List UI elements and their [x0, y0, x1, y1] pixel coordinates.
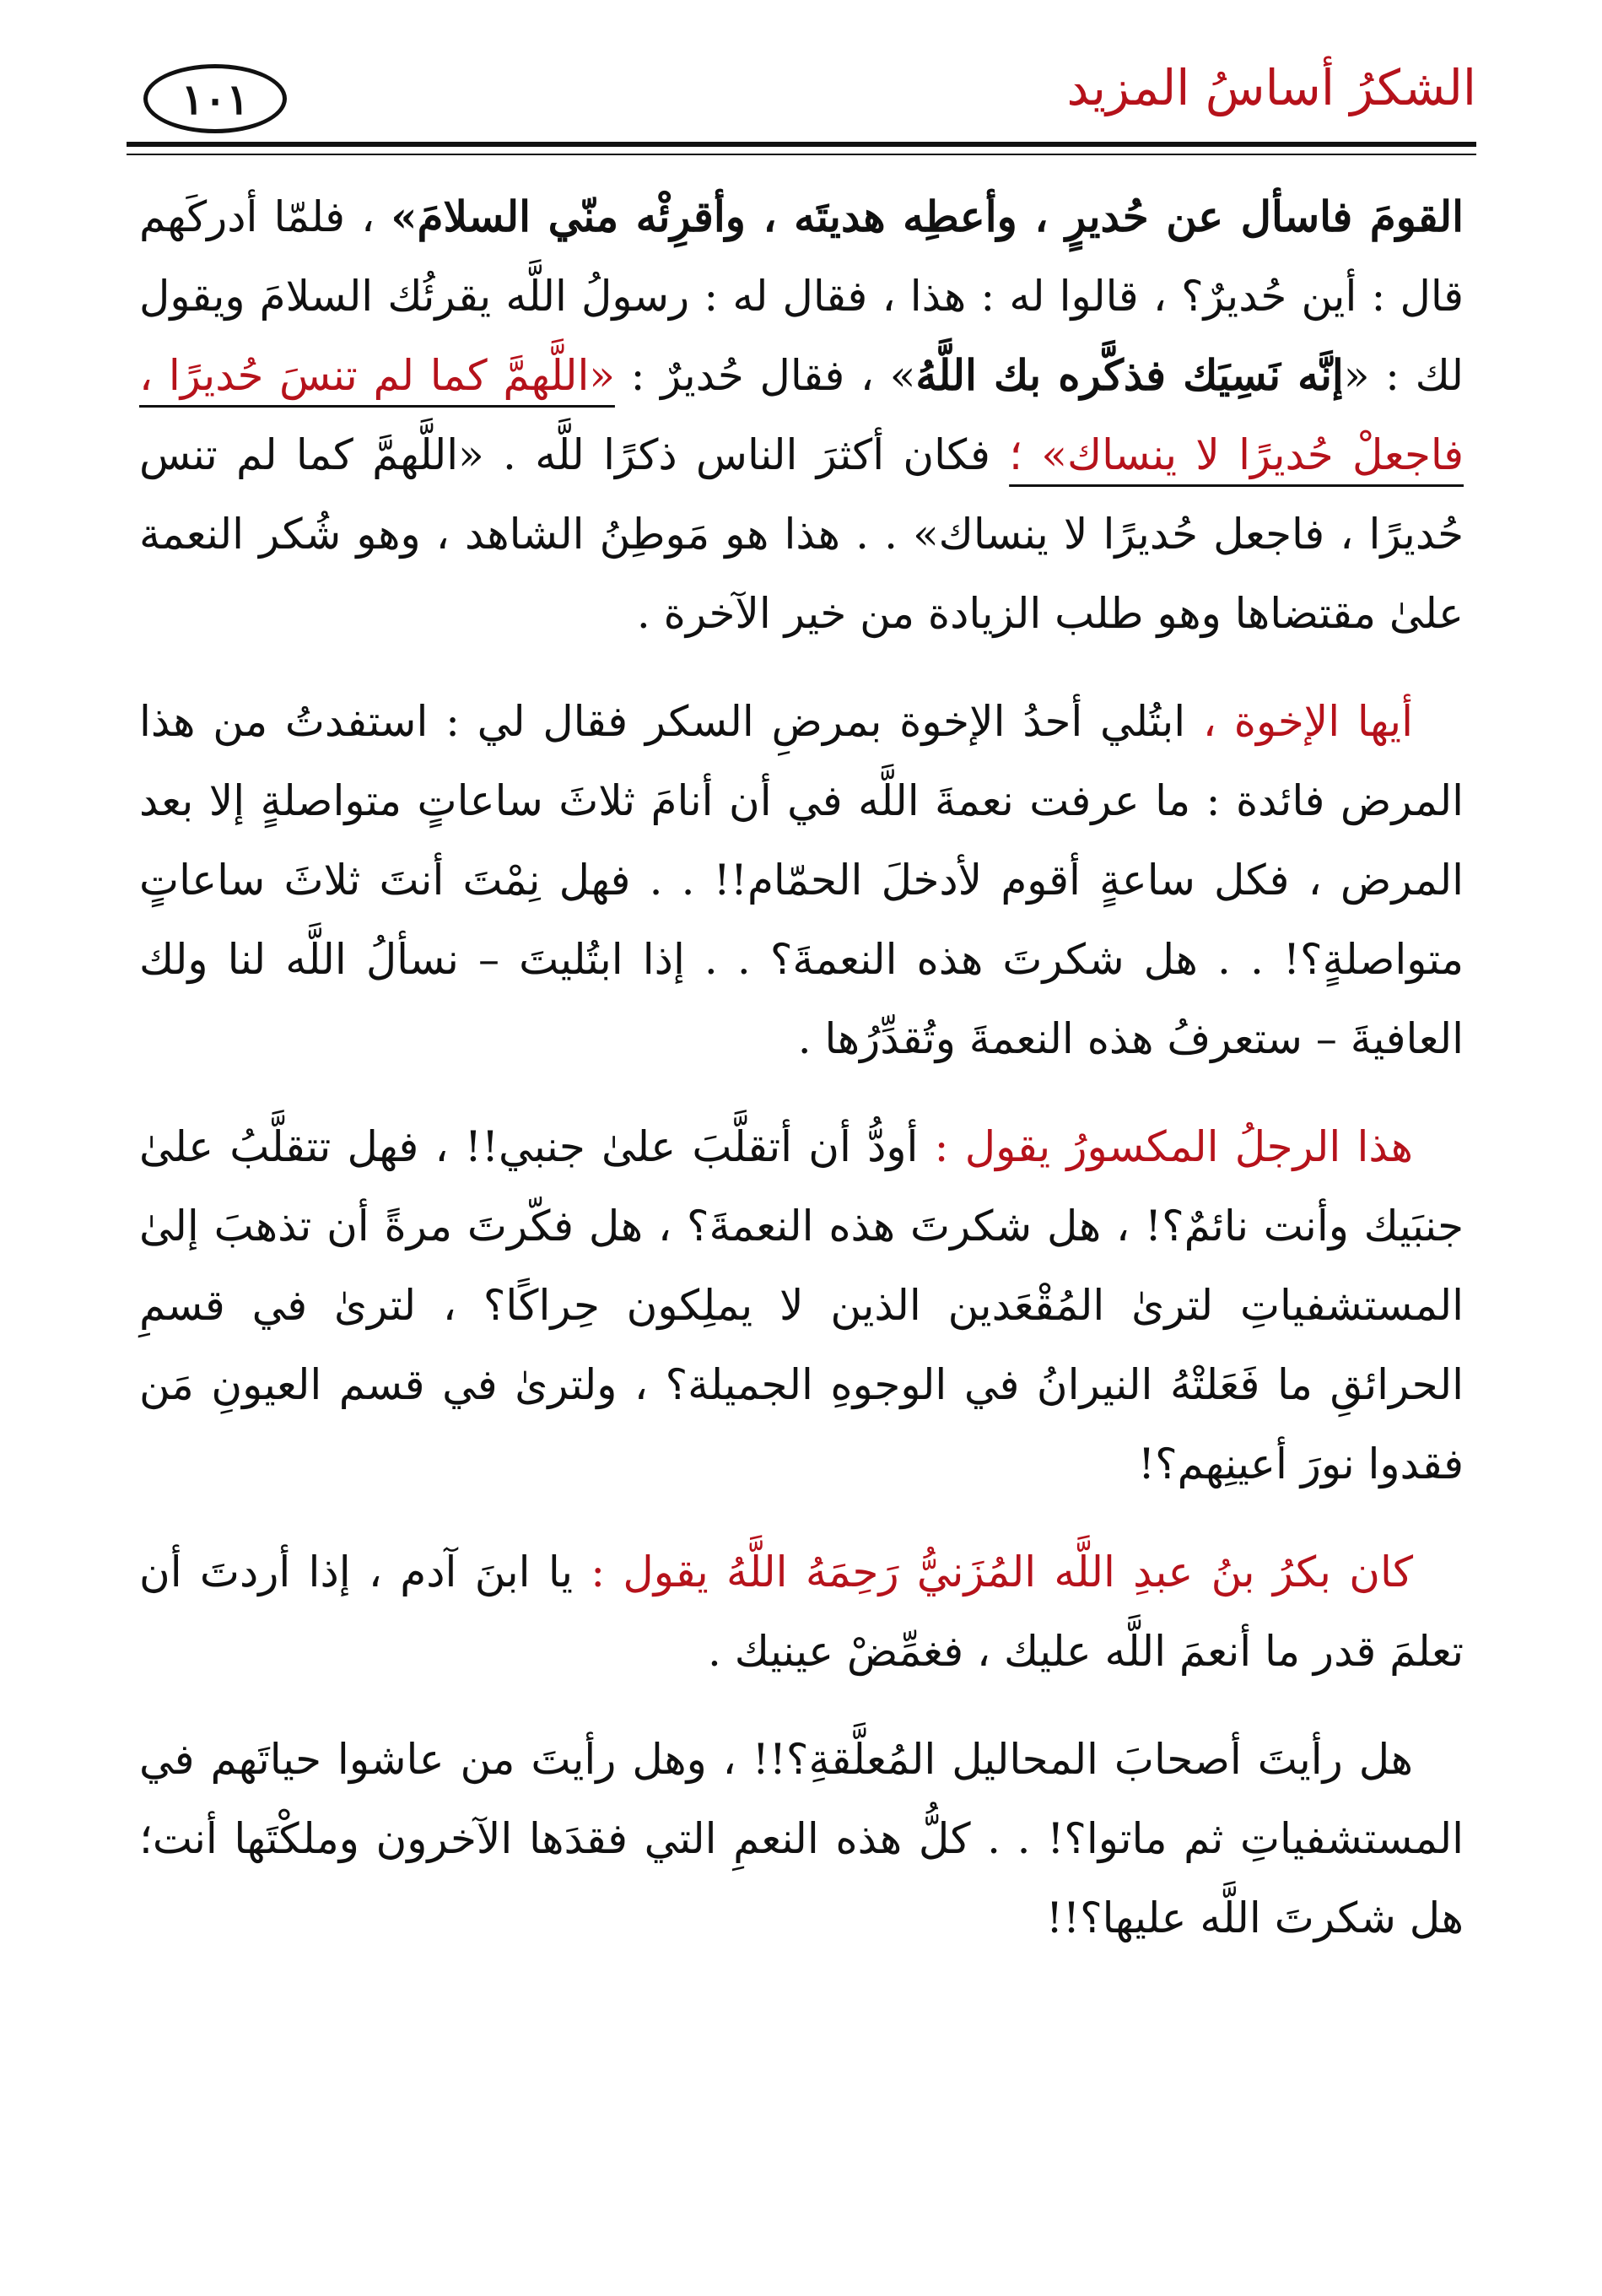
- paragraph-1: [139, 177, 1464, 653]
- paragraph-4-text: يا ابنَ آدم ، إذا أردتَ أن تعلمَ قدر ما أنعمَ اللَّه عليك ، فغمِّضْ عينيك .: [139, 1548, 1464, 1676]
- hadith-quote-bold: القومَ فاسأل عن حُديرٍ ، وأعطِه هديتَه ، وأقرِئْه منّي السلامَ»: [391, 192, 1464, 241]
- paragraph-4-heading: كان بكرُ بنُ عبدِ اللَّه المُزَنيُّ رَحِمَهُ اللَّهُ يقول :: [591, 1548, 1413, 1596]
- running-title: الشكرُ أساسُ المزيد: [1066, 59, 1476, 116]
- paragraph-1-text-b: » ، فقال حُديرٌ :: [614, 351, 916, 400]
- paragraph-2: [139, 682, 1464, 1078]
- hadith-quote-bold-2: إنَّه نَسِيَك فذكَّره بك اللَّهُ: [915, 350, 1344, 400]
- paragraph-4: [139, 1532, 1464, 1691]
- paragraph-3-text: أودُّ أن أتقلَّبَ علىٰ جنبي!! ، فهل تتقلَّبُ علىٰ جنبَيك وأنت نائمٌ؟! ، هل شكرتَ هذه النعمةَ؟ ، هل فكّرتَ مرةً أن تذهبَ إلىٰ المستشفياتِ لترىٰ المُقْعَدين الذين لا يملِكون حِراكًا؟ ، لترىٰ في قسمِ الحرائقِ ما فَعَلتْهُ النيرانُ في الوجوهِ الجميلة؟ ، ولترىٰ في قسم العيونِ مَن فقدوا نورَ أعينِهم؟!: [139, 1122, 1464, 1488]
- paragraph-1-text-c: فكان أكثرَ الناس ذكرًا للَّه . «اللَّهمَّ كما لم تنس حُديرًا ، فاجعل حُديرًا لا ينساك» . . هذا هو مَوطِنُ الشاهد ، وهو شُكر النعمة علىٰ مقتضاها وهو طلب الزيادة من خير الآخرة .: [139, 430, 1464, 638]
- header-rule-thin: [127, 154, 1476, 155]
- page-body: [139, 177, 1464, 1986]
- paragraph-2-text: ابتُلي أحدُ الإخوة بمرضِ السكر فقال لي : استفدتُ من هذا المرض فائدة : ما عرفت نعمةَ اللَّه في أن أنامَ ثلاثَ ساعاتٍ متواصلةٍ إلا بعد المرض ، فكل ساعةٍ أقوم لأدخلَ الحمّام!! . . فهل نِمْتَ أنتَ ثلاثَ ساعاتٍ متواصلةٍ؟! . . هل شكرتَ هذه النعمةَ؟ . . إذا ابتُليتَ – نسألُ اللَّه لنا ولك العافيةَ – ستعرفُ هذه النعمةَ وتُقدِّرُها .: [139, 697, 1464, 1063]
- dua-quote-red: «اللَّهمَّ كما لم تنسَ حُديرًا ، فاجعلْ حُديرًا لا ينساك» ؛: [139, 351, 1464, 479]
- paragraph-2-heading: أيها الإخوة ،: [1202, 697, 1413, 746]
- header-rule-thick: [127, 142, 1476, 147]
- paragraph-3-heading: هذا الرجلُ المكسورُ يقول :: [934, 1122, 1414, 1171]
- paragraph-3: [139, 1107, 1464, 1504]
- paragraph-5: [139, 1720, 1464, 1958]
- page-header: [127, 51, 1476, 150]
- paragraph-5-text: هل رأيتَ أصحابَ المحاليل المُعلَّقةِ؟!! ، وهل رأيتَ من عاشوا حياتَهم في المستشفياتِ ثم ماتوا؟! . . كلُّ هذه النعمِ التي فقدَها الآخرون وملكْتَها أنت؛ هل شكرتَ اللَّه عليها؟!!: [139, 1735, 1464, 1942]
- paragraph-1-text-a: ، فلمّا أدركَهم قال : أين حُديرٌ؟ ، قالوا له : هذا ، فقال له : رسولُ اللَّه يقرئُك السلامَ ويقول لك : «: [139, 192, 1464, 400]
- page-number: ١٠١: [143, 64, 287, 133]
